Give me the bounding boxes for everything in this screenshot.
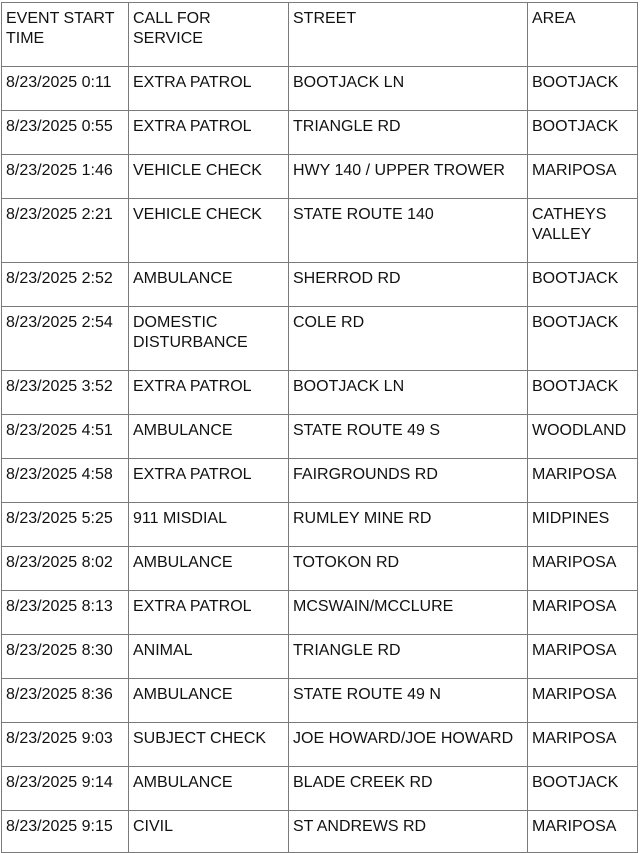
cell-call-for-service: EXTRA PATROL xyxy=(129,591,289,635)
table-row xyxy=(2,263,638,307)
table-row xyxy=(2,767,638,811)
table-row xyxy=(2,503,638,547)
cell-event-start-time: 8/23/2025 0:55 xyxy=(2,111,129,155)
cell-street: ST ANDREWS RD xyxy=(289,811,528,853)
table-row xyxy=(2,415,638,459)
cell-call-for-service: EXTRA PATROL xyxy=(129,111,289,155)
cell-street: BOOTJACK LN xyxy=(289,371,528,415)
header-call-for-service: CALL FOR SERVICE xyxy=(129,3,289,67)
cell-call-for-service: AMBULANCE xyxy=(129,547,289,591)
header-area: AREA xyxy=(528,3,638,67)
cell-area: MARIPOSA xyxy=(528,155,638,199)
cell-call-for-service: AMBULANCE xyxy=(129,767,289,811)
cell-area: MARIPOSA xyxy=(528,723,638,767)
call-log-table xyxy=(1,2,638,853)
cell-area: BOOTJACK xyxy=(528,371,638,415)
table-row xyxy=(2,67,638,111)
cell-area: CATHEYS VALLEY xyxy=(528,199,638,263)
cell-area: BOOTJACK xyxy=(528,263,638,307)
cell-event-start-time: 8/23/2025 2:21 xyxy=(2,199,129,263)
cell-area: MARIPOSA xyxy=(528,591,638,635)
cell-street: HWY 140 / UPPER TROWER xyxy=(289,155,528,199)
table-row xyxy=(2,723,638,767)
cell-area: MARIPOSA xyxy=(528,547,638,591)
table-row xyxy=(2,547,638,591)
cell-area: MARIPOSA xyxy=(528,811,638,853)
cell-street: FAIRGROUNDS RD xyxy=(289,459,528,503)
cell-event-start-time: 8/23/2025 8:36 xyxy=(2,679,129,723)
cell-street: RUMLEY MINE RD xyxy=(289,503,528,547)
cell-street: SHERROD RD xyxy=(289,263,528,307)
cell-event-start-time: 8/23/2025 9:14 xyxy=(2,767,129,811)
cell-area: WOODLAND xyxy=(528,415,638,459)
cell-street: BOOTJACK LN xyxy=(289,67,528,111)
cell-event-start-time: 8/23/2025 4:51 xyxy=(2,415,129,459)
cell-event-start-time: 8/23/2025 2:54 xyxy=(2,307,129,371)
table-row xyxy=(2,111,638,155)
header-street: STREET xyxy=(289,3,528,67)
cell-area: BOOTJACK xyxy=(528,307,638,371)
cell-call-for-service: ANIMAL xyxy=(129,635,289,679)
cell-call-for-service: EXTRA PATROL xyxy=(129,371,289,415)
table-row xyxy=(2,199,638,263)
cell-event-start-time: 8/23/2025 4:58 xyxy=(2,459,129,503)
table-row xyxy=(2,679,638,723)
cell-call-for-service: CIVIL xyxy=(129,811,289,853)
cell-call-for-service: VEHICLE CHECK xyxy=(129,199,289,263)
cell-call-for-service: DOMESTIC DISTURBANCE xyxy=(129,307,289,371)
cell-street: STATE ROUTE 140 xyxy=(289,199,528,263)
table-row xyxy=(2,811,638,853)
cell-area: MARIPOSA xyxy=(528,679,638,723)
cell-call-for-service: 911 MISDIAL xyxy=(129,503,289,547)
cell-street: STATE ROUTE 49 N xyxy=(289,679,528,723)
cell-call-for-service: AMBULANCE xyxy=(129,263,289,307)
cell-area: BOOTJACK xyxy=(528,767,638,811)
cell-event-start-time: 8/23/2025 9:15 xyxy=(2,811,129,853)
cell-area: BOOTJACK xyxy=(528,67,638,111)
cell-event-start-time: 8/23/2025 2:52 xyxy=(2,263,129,307)
cell-event-start-time: 8/23/2025 8:13 xyxy=(2,591,129,635)
table-row xyxy=(2,459,638,503)
cell-event-start-time: 8/23/2025 8:02 xyxy=(2,547,129,591)
cell-event-start-time: 8/23/2025 9:03 xyxy=(2,723,129,767)
table-row xyxy=(2,591,638,635)
table-row xyxy=(2,635,638,679)
cell-street: COLE RD xyxy=(289,307,528,371)
cell-area: MIDPINES xyxy=(528,503,638,547)
cell-event-start-time: 8/23/2025 0:11 xyxy=(2,67,129,111)
cell-area: MARIPOSA xyxy=(528,635,638,679)
cell-call-for-service: AMBULANCE xyxy=(129,679,289,723)
cell-street: TOTOKON RD xyxy=(289,547,528,591)
table-row xyxy=(2,307,638,371)
cell-event-start-time: 8/23/2025 1:46 xyxy=(2,155,129,199)
cell-event-start-time: 8/23/2025 8:30 xyxy=(2,635,129,679)
cell-street: TRIANGLE RD xyxy=(289,635,528,679)
cell-street: BLADE CREEK RD xyxy=(289,767,528,811)
header-event-start-time: EVENT START TIME xyxy=(2,3,129,67)
table-row xyxy=(2,371,638,415)
cell-street: MCSWAIN/MCCLURE xyxy=(289,591,528,635)
cell-call-for-service: AMBULANCE xyxy=(129,415,289,459)
cell-event-start-time: 8/23/2025 5:25 xyxy=(2,503,129,547)
header-row xyxy=(2,3,638,67)
cell-area: BOOTJACK xyxy=(528,111,638,155)
cell-call-for-service: SUBJECT CHECK xyxy=(129,723,289,767)
cell-area: MARIPOSA xyxy=(528,459,638,503)
cell-street: STATE ROUTE 49 S xyxy=(289,415,528,459)
cell-call-for-service: EXTRA PATROL xyxy=(129,459,289,503)
cell-event-start-time: 8/23/2025 3:52 xyxy=(2,371,129,415)
cell-street: JOE HOWARD/JOE HOWARD xyxy=(289,723,528,767)
cell-call-for-service: VEHICLE CHECK xyxy=(129,155,289,199)
cell-call-for-service: EXTRA PATROL xyxy=(129,67,289,111)
cell-street: TRIANGLE RD xyxy=(289,111,528,155)
table-row xyxy=(2,155,638,199)
